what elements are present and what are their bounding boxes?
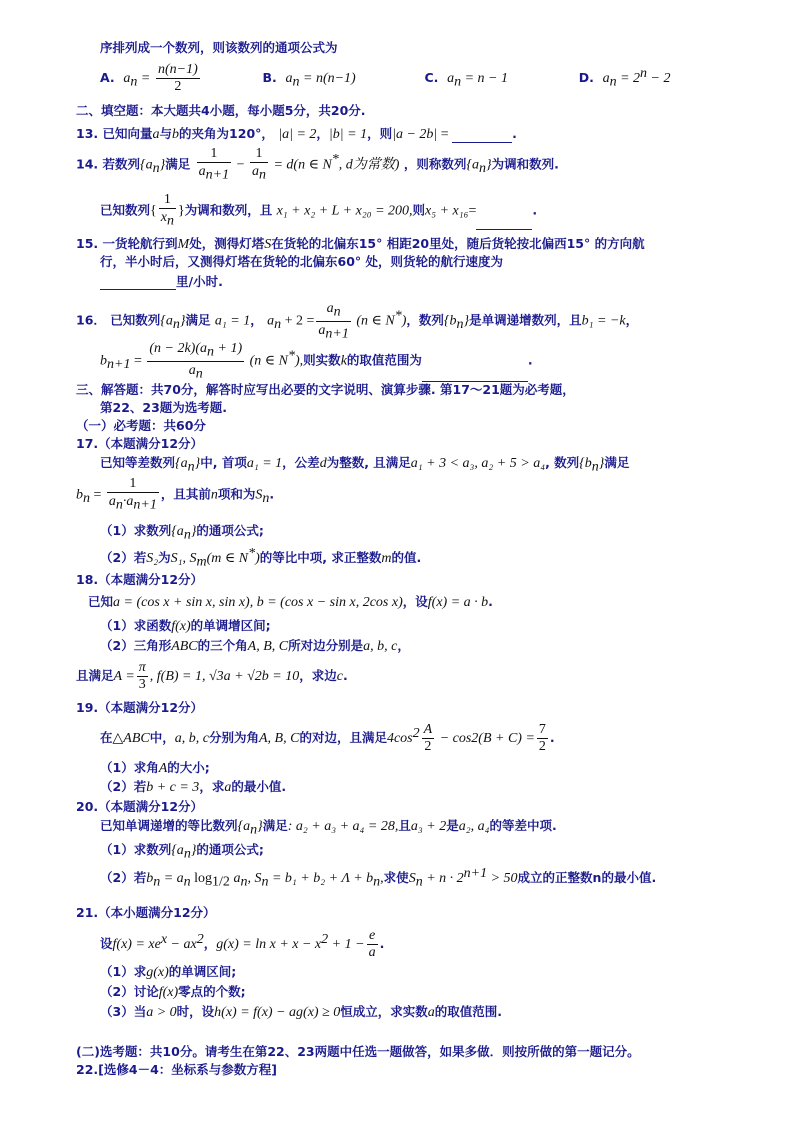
section-required-title: （一）必考题：共60分: [76, 418, 206, 433]
q21-part2: （2）讨论f(x)零点的个数;: [100, 984, 246, 1000]
q21-part3: （3）当a > 0时，设h(x) = f(x) − ag(x) ≥ 0恒成立，求实数a的取值范围.: [100, 1004, 503, 1020]
q17-header: 17.（本题满分12分）: [76, 436, 204, 451]
q17-line1: 已知等差数列$\{a_n\}$中, 首项a₁ = 1，公差d为整数, 且满足a₁ + 3 < a₃, a₂ + 5 > a₄, 数列$\{b_n\}$满足: [100, 455, 630, 475]
q18-line4: 且满足A = $\frac{\pi}{3}$ , f(B) = 1, √3a + √2b = 10，求边c.: [76, 660, 348, 692]
q12-option-b: B. $a_n = n(n-1)$: [262, 70, 356, 90]
q22-header: 22.[选修4－4：坐标系与参数方程]: [76, 1062, 277, 1077]
q15-line1: 15. 一货轮航行到M处，测得灯塔S在货轮的北偏东15° 相距20里处，随后货轮按北偏西15° 的方向航: [76, 236, 645, 252]
q19-part1: （1）求角A的大小;: [100, 760, 210, 776]
q15-line2: 行，半小时后，又测得灯塔在货轮的北偏东60° 处，则货轮的航行速度为: [100, 254, 503, 269]
q14-line1: 14. 若数列$\{a_n\}$满足 $\frac{1}{a_{n+1}}$ − $\frac{1}{a_n}$ = d(n ∈ N*, d为常数) ，则称数列$\{a_n\}$为调和数列.: [76, 146, 559, 183]
q18-part1: （1）求函数f(x)的单调增区间;: [100, 618, 271, 634]
q21-part1: （1）求g(x)的单调区间;: [100, 964, 237, 980]
q18-line1: 已知a = (cos x + sin x, sin x), b = (cos x − sin x, 2cos x)，设f(x) = a · b.: [88, 594, 493, 610]
q18-header: 18.（本题满分12分）: [76, 572, 204, 587]
q12-stem: 序排列成一个数列，则该数列的通项公式为: [100, 40, 338, 55]
q20-part1: （1）求数列$\{a_n\}$的通项公式;: [100, 842, 264, 862]
q12-option-c: C. $a_n = n - 1$: [424, 70, 508, 90]
q17-part1: （1）求数列$\{a_n\}$的通项公式;: [100, 523, 264, 543]
section-solve-title-2: 第22、23题为选考题.: [100, 400, 228, 415]
q19-part2: （2）若b + c = 3，求a的最小值.: [100, 779, 287, 795]
q14-line2: 已知数列{ $\frac{1}{x_n}$ }为调和数列，且 x₁ + x₂ + L + x₂₀ = 200,则x₅ + x₁₆= .: [100, 192, 538, 229]
q13-answer-blank[interactable]: [452, 142, 512, 143]
q18-part2: （2）三角形ABC的三个角A, B, C所对边分别是a, b, c，: [100, 638, 410, 654]
section-solve-title: 三、解答题：共70分，解答时应写出必要的文字说明、演算步骤. 第17～21题为必考题，: [76, 382, 575, 397]
q12-option-d: D. $a_n = 2^n - 2$: [578, 65, 671, 90]
q20-line1: 已知单调递增的等比数列$\{a_n\}$满足: a₂ + a₃ + a₄ = 28,且a₃ + 2是a₂, a₄的等差中项.: [100, 818, 557, 838]
q21-line1: 设$f(x) = xe^x - ax^2$，$g(x) = \ln x + x - x^2 + 1$ − $\frac{e}{a}$ .: [100, 928, 385, 960]
q16-line1: 16． 已知数列$\{a_n\}$满足 a₁ = 1， $a_n + 2$ = $\frac{a_n}{a_{n+1}}$ (n ∈ N*)，数列$\{b_n\}$是单调递增数列，且b₁ = −k，: [76, 301, 639, 341]
q20-part2: （2）若$b_n = a_n$ $\log_{1/2} a_n$, $S_n = b_1 + b_2 + \Lambda + b_n$,求使$S_n + n \cdot 2^{n+1} > 50$成立的正整数n的最小值.: [100, 866, 657, 890]
q16-line2: $b_{n+1}$ = $\frac{(n - 2k)(a_n + 1)}{a_n}$ (n ∈ N*),则实数k的取值范围为 .: [100, 341, 533, 381]
q20-header: 20.（本题满分12分）: [76, 799, 204, 814]
q17-part2: （2）若S₂为S₁, $S_m(m$ ∈ N*)的等比中项, 求正整数m的值.: [100, 546, 422, 570]
q13: 13. 已知向量a与b的夹角为120°， |a| = 2，|b| = 1，则|a − 2b| = .: [76, 126, 517, 142]
q17-line2: $b_n$ = $\frac{1}{a_n\cdot a_{n+1}}$ ，且其前n项和为$S_n$.: [76, 476, 275, 513]
q15-line3: 里/小时.: [100, 272, 223, 290]
section-fill-in-title: 二、填空题：本大题共4小题，每小题5分，共20分.: [76, 103, 366, 118]
q15-answer-blank[interactable]: [100, 289, 176, 290]
section-elective-title: (二)选考题：共10分。请考生在第22、23两题中任选一题做答，如果多做．则按所做的第一题记分。: [76, 1044, 640, 1059]
q14-answer-blank[interactable]: [476, 229, 532, 230]
q21-header: 21.（本小题满分12分）: [76, 905, 216, 920]
q12-options: [100, 62, 670, 95]
q19-line1: 在△ABC中，a, b, c分别为角A, B, C的对边，且满足$4\cos^2$ $\frac{A}{2}$ − cos2(B + C) = $\frac{7}{2}$ .: [100, 722, 555, 754]
q12-option-a: A. $a_n$ = $\frac{n(n-1)}{2}$: [100, 62, 198, 94]
q19-header: 19.（本题满分12分）: [76, 700, 204, 715]
